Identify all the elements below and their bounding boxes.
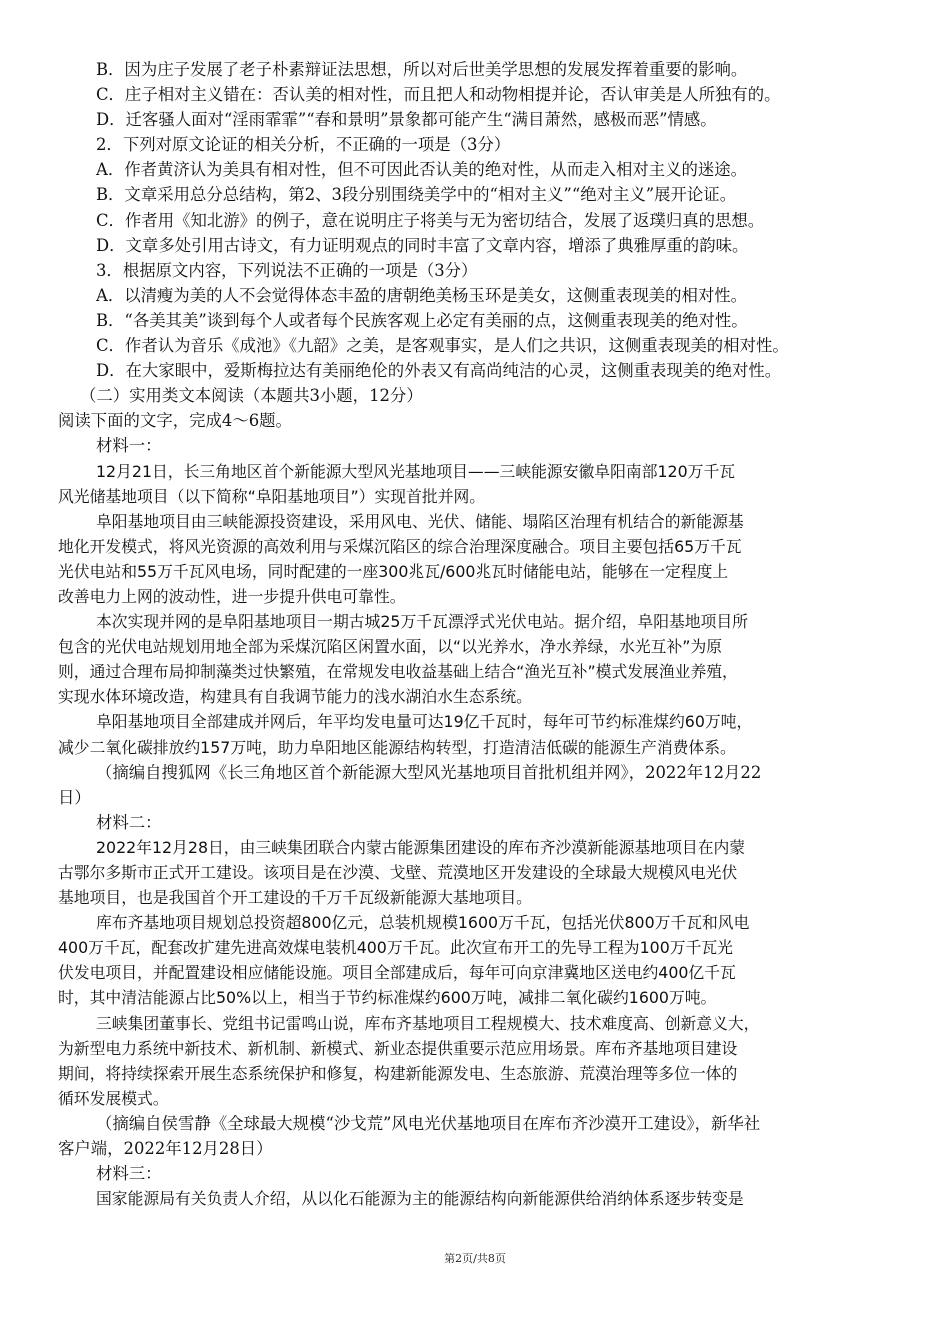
- text-line: 包含的光伏电站规划用地全部为采煤沉陷区闲置水面，以“以光养水，净水养绿，水光互补”为原: [58, 637, 723, 657]
- text-line: 日）: [58, 787, 91, 807]
- text-line: 减少二氧化碳排放约157万吨，助力阜阳地区能源结构转型，打造清洁低碳的能源生产消费体系。: [58, 737, 736, 757]
- text-line: 古鄂尔多斯市正式开工建设。该项目是在沙漠、戈壁、荒漠地区开发建设的全球最大规模风电光伏: [58, 863, 738, 882]
- text-line: 光伏电站和55万千瓦风电场，同时配建的一座300兆瓦/600兆瓦时储能电站，能够在一定程度上: [58, 561, 729, 581]
- text-line: 时，其中清洁能源占比50%以上，相当于节约标准煤约600万吨，减排二氧化碳约1600万吨。: [58, 988, 717, 1008]
- text-line: B．因为庄子发展了老子朴素辩证法思想，所以对后世美学思想的发展发挥着重要的影响。: [96, 60, 748, 79]
- text-line: C．作者认为音乐《成池》《九韶》之美，是客观事实，是人们之共识，这侧重表现美的相对性。: [96, 336, 789, 356]
- text-line: C．庄子相对主义错在：否认美的相对性，而且把人和动物相提并论，否认审美是人所独有的。: [96, 85, 781, 105]
- text-line: D．在大家眼中，爱斯梅拉达有美丽绝伦的外表又有高尚纯洁的心灵，这侧重表现美的绝对性。: [96, 361, 782, 381]
- page-footer: 第2页/共8页: [444, 1252, 506, 1265]
- text-line: 3．根据原文内容，下列说法不正确的一项是（3分）: [96, 260, 478, 280]
- text-line: 实现水体环境改造，构建具有自我调节能力的浅水湖泊水生态系统。: [58, 687, 532, 707]
- text-line: 阜阳基地项目由三峡能源投资建设，采用风电、光伏、储能、塌陷区治理有机结合的新能源基: [96, 511, 744, 531]
- text-line: 改善电力上网的波动性，进一步提升供电可靠性。: [58, 586, 406, 606]
- text-line: A．以清瘦为美的人不会觉得体态丰盈的唐朝绝美杨玉环是美女，这侧重表现美的相对性。: [96, 285, 748, 305]
- text-line: 本次实现并网的是阜阳基地项目一期古城25万千瓦漂浮式光伏电站。据介绍，阜阳基地项目所: [96, 612, 748, 632]
- text-line: 400万千瓦，配套改扩建先进高效煤电装机400万千瓦。此次宣布开工的先导工程为100万千瓦光: [58, 938, 733, 958]
- text-line: D．迁客骚人面对“淫雨霏霏”“春和景明”景象都可能产生“满目萧然，感极而恶”情感。: [96, 110, 717, 130]
- text-line: 2．下列对原文论证的相关分析，不正确的一项是（3分）: [96, 135, 511, 155]
- text-line: D．文章多处引用古诗文，有力证明观点的同时丰富了文章内容，增添了典雅厚重的韵味。: [96, 235, 749, 255]
- text-line: 材料三：: [96, 1164, 162, 1184]
- text-line: 国家能源局有关负责人介绍，从以化石能源为主的能源结构向新能源供给消纳体系逐步转变是: [96, 1189, 744, 1209]
- text-line: 地化开发模式，将风光资源的高效利用与采煤沉陷区的综合治理深度融合。项目主要包括65万千瓦: [58, 536, 742, 556]
- text-line: （摘编自搜狐网《长三角地区首个新能源大型风光基地项目首批机组并网》，2022年12月22: [96, 762, 762, 782]
- text-line: 阜阳基地项目全部建成并网后，年平均发电量可达19亿千瓦时，每年可节约标准煤约60万吨，: [96, 712, 753, 732]
- text-line: （二）实用类文本阅读（本题共3小题，12分）: [80, 386, 423, 406]
- text-line: C．作者用《知北游》的例子，意在说明庄子将美与无为密切结合，发展了返璞归真的思想。: [96, 210, 765, 230]
- text-line: 客户端，2022年12月28日）: [58, 1139, 273, 1159]
- text-line: 材料一：: [96, 436, 162, 456]
- text-line: B．“各美其美”谈到每个人或者每个民族客观上必定有美丽的点，这侧重表现美的绝对性。: [96, 310, 748, 330]
- text-line: 循环发展模式。: [58, 1088, 169, 1108]
- text-line: 基地项目，也是我国首个开工建设的千万千瓦级新能源大基地项目。: [58, 888, 532, 908]
- text-line: B．文章采用总分总结构，第2、3段分别围绕美学中的“相对主义”“绝对主义”展开论证。: [96, 185, 737, 205]
- text-line: （摘编自侯雪静《全球最大规模“沙戈荒”风电光伏基地项目在库布齐沙漠开工建设》，新华社: [96, 1113, 761, 1133]
- text-line: 为新型电力系统中新技术、新机制、新模式、新业态提供重要示范应用场景。库布齐基地项目建设: [58, 1038, 738, 1058]
- text-line: 风光储基地项目（以下简称“阜阳基地项目”）实现首批并网。: [58, 486, 486, 506]
- text-line: 阅读下面的文字，完成4～6题。: [58, 411, 292, 431]
- text-line: 三峡集团董事长、党组书记雷鸣山说，库布齐基地项目工程规模大、技术难度高、创新意义大，: [96, 1013, 760, 1033]
- text-line: 库布齐基地项目规划总投资超800亿元，总装机规模1600万千瓦，包括光伏800万千瓦和风电: [96, 913, 750, 933]
- text-line: 伏发电项目，并配置建设相应储能设施。项目全部建成后，每年可向京津冀地区送电约400亿千瓦: [58, 963, 736, 983]
- text-line: 2022年12月28日，由三峡集团联合内蒙古能源集团建设的库布齐沙漠新能源基地项目在内蒙: [96, 837, 746, 857]
- page-body: [58, 57, 910, 1211]
- text-line: 材料二：: [96, 812, 162, 832]
- text-line: A．作者黄济认为美具有相对性，但不可因此否认美的绝对性，从而走入相对主义的迷途。: [96, 160, 748, 180]
- text-line: 12月21日，长三角地区首个新能源大型风光基地项目——三峡能源安徽阜阳南部120万千瓦: [96, 461, 736, 481]
- text-line: 期间，将持续探索开展生态系统保护和修复，构建新能源发电、生态旅游、荒漠治理等多位一体的: [58, 1063, 738, 1083]
- text-line: 则，通过合理布局抑制藻类过快繁殖，在常规发电收益基础上结合“渔光互补”模式发展渔业养殖，: [58, 662, 738, 682]
